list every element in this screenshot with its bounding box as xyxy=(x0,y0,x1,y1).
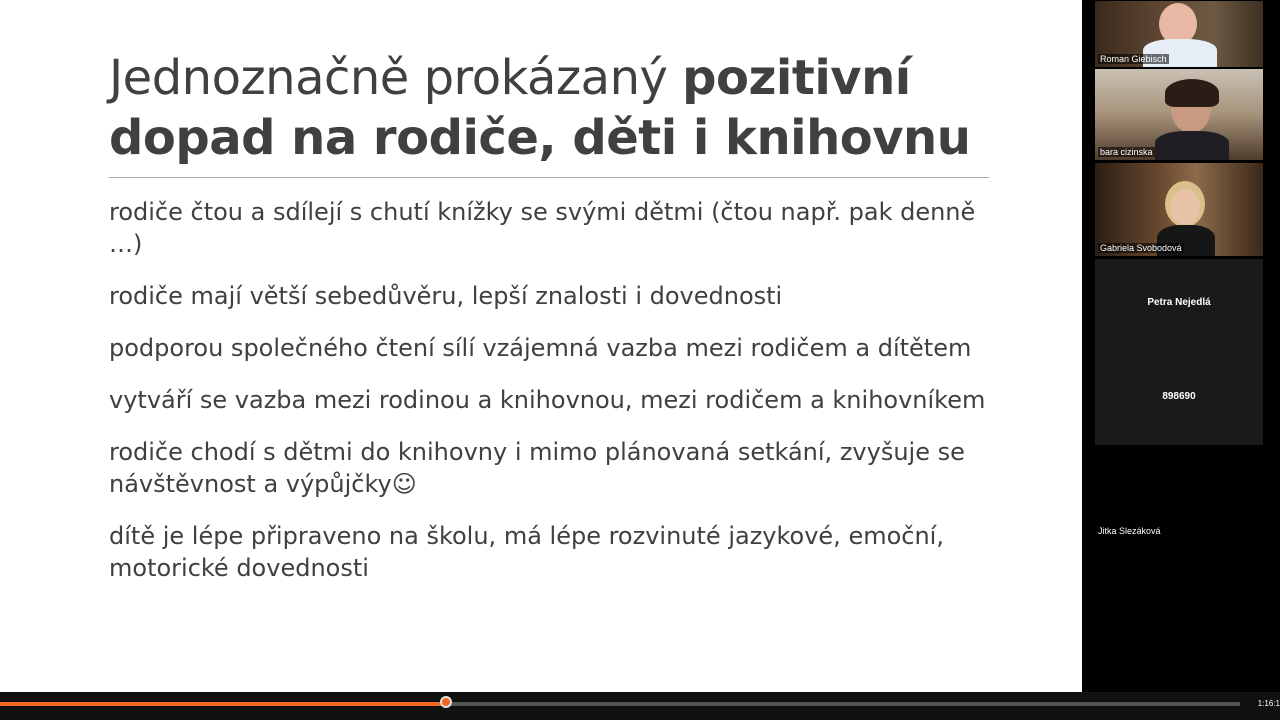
bullet-item: rodiče mají větší sebedůvěru, lepší znalosti i dovednosti xyxy=(109,282,783,310)
title-divider xyxy=(109,177,989,178)
time-display: 1:16:1 xyxy=(1257,699,1280,708)
participant-avatar xyxy=(1147,79,1237,160)
participant-name: Roman Giebisch xyxy=(1100,54,1167,64)
bullet-list xyxy=(109,196,1009,604)
participant-name[interactable]: Jitka Slezáková xyxy=(1098,526,1161,536)
slide-title-part3: dopad na rodiče, děti i knihovnu xyxy=(109,110,971,166)
progress-fill xyxy=(0,702,446,706)
participant-video-tile[interactable] xyxy=(1095,1,1263,67)
participant-tile-no-video[interactable] xyxy=(1095,259,1263,445)
bullet-item: rodiče chodí s dětmi do knihovny i mimo plánovaná setkání, zvyšuje se návštěvnost a výpůjčky☺ xyxy=(109,438,965,498)
participants-panel xyxy=(1082,0,1280,692)
video-player-bar xyxy=(0,692,1280,720)
participant-video-tile[interactable] xyxy=(1095,163,1263,256)
participant-name: Petra Nejedlá xyxy=(1147,297,1211,308)
slide-title-part2: pozitivní xyxy=(682,50,911,106)
participant-name: Gabriela Svobodová xyxy=(1100,243,1182,253)
slide-title-part1: Jednoznačně prokázaný xyxy=(109,50,683,106)
bullet-item: podporou společného čtení sílí vzájemná vazba mezi rodičem a dítětem xyxy=(109,334,972,362)
bullet-item: rodiče čtou a sdílejí s chutí knížky se svými dětmi (čtou např. pak denně …) xyxy=(109,198,976,258)
progress-scrubber[interactable] xyxy=(440,696,452,708)
participant-name: bara cizinska xyxy=(1100,147,1153,157)
progress-track[interactable] xyxy=(0,702,1240,706)
bullet-item: vytváří se vazba mezi rodinou a knihovnou, mezi rodičem a knihovníkem xyxy=(109,386,986,414)
participant-phone-number: 898690 xyxy=(1162,391,1196,402)
bullet-item: dítě je lépe připraveno na školu, má lépe rozvinuté jazykové, emoční, motorické dovednosti xyxy=(109,522,944,582)
slide-title xyxy=(109,48,1009,168)
participant-video-tile[interactable] xyxy=(1095,69,1263,160)
